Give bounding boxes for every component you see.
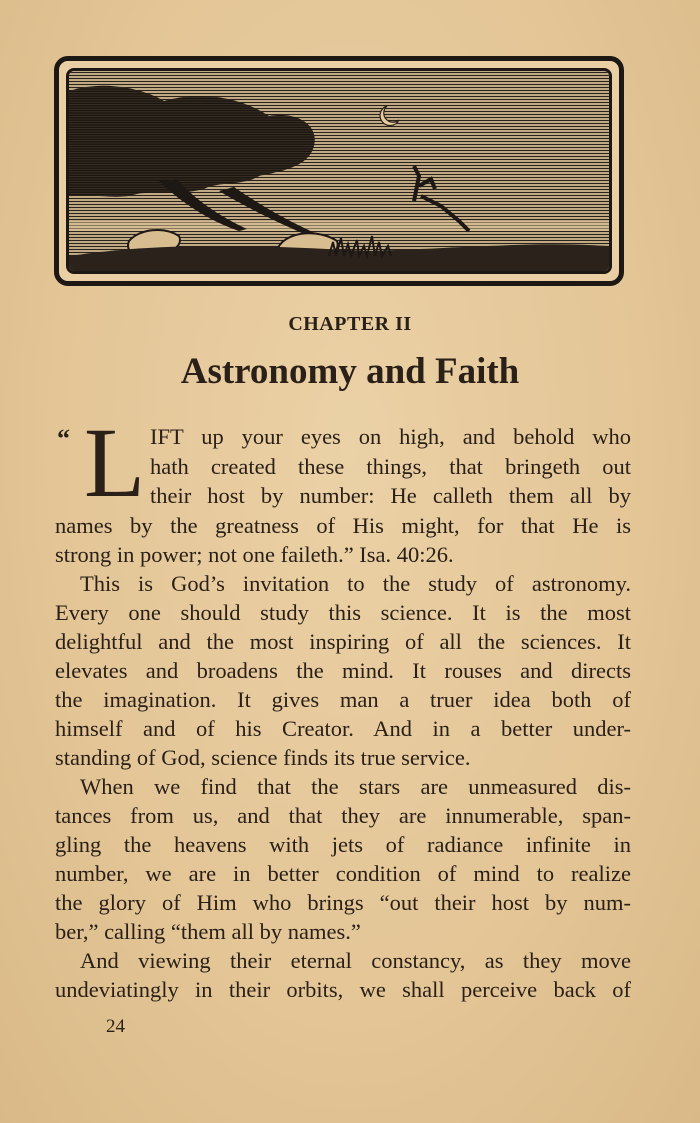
night-landscape-engraving <box>69 71 609 271</box>
text-line: number, we are in better condition of mind to realize <box>55 861 631 886</box>
text-line: When we find that the stars are unmeasured dis- <box>80 774 631 799</box>
text-line: undeviatingly in their orbits, we shall perceive back of <box>55 977 631 1002</box>
text-line: ber,” calling “them all by names.” <box>55 919 361 944</box>
text-line: names by the greatness of His might, for that He is <box>55 513 631 538</box>
text-line: gling the heavens with jets of radiance infinite in <box>55 832 631 857</box>
text-line: And viewing their eternal constancy, as they move <box>80 948 631 973</box>
text-line: IFT up your eyes on high, and behold who <box>150 424 631 449</box>
text-line: Every one should study this science. It is the most <box>55 600 631 625</box>
chapter-vignette-illustration <box>54 56 624 286</box>
text-line: the glory of Him who brings “out their host by num- <box>55 890 631 915</box>
page-number: 24 <box>106 1016 125 1037</box>
text-line: their host by number: He calleth them all by <box>150 483 631 508</box>
text-line: hath created these things, that bringeth out <box>150 454 631 479</box>
text-line: the imagination. It gives man a truer idea both of <box>55 687 631 712</box>
text-line: This is God’s invitation to the study of astronomy. <box>80 571 631 596</box>
opening-quote-mark: “ <box>57 424 70 453</box>
text-line: himself and of his Creator. And in a better under- <box>55 716 631 741</box>
text-line: standing of God, science finds its true service. <box>55 745 471 770</box>
chapter-label: CHAPTER II <box>288 313 412 335</box>
text-line: strong in power; not one faileth.” Isa. 40:26. <box>55 542 454 567</box>
text-line: tances from us, and that they are innumerable, span- <box>55 803 631 828</box>
text-line: delightful and the most inspiring of all the sciences. It <box>55 629 631 654</box>
chapter-title: Astronomy and Faith <box>180 351 520 392</box>
text-line: elevates and broadens the mind. It rouses and directs <box>55 658 631 683</box>
drop-cap: L <box>84 407 146 518</box>
